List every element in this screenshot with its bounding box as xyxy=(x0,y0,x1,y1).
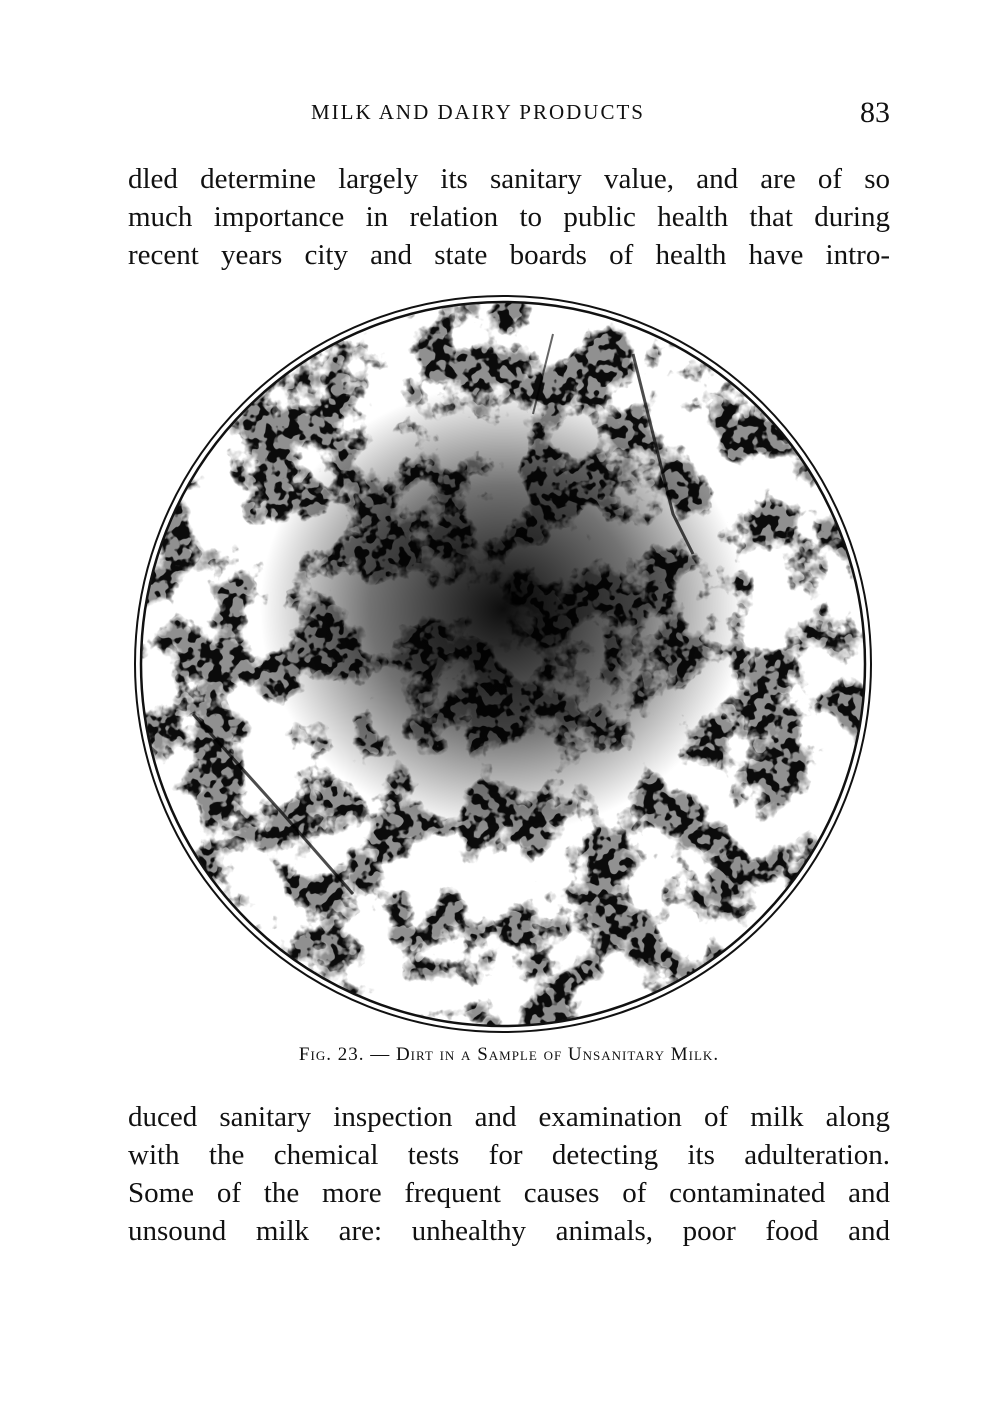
text-line: unsound milk are: unhealthy animals, poor food and xyxy=(128,1215,890,1247)
paragraph-bottom xyxy=(128,1098,890,1250)
text-line: Some of the more frequent causes of contaminated and xyxy=(128,1177,890,1209)
figure-caption: Fig. 23. — Dirt in a Sample of Unsanitary Milk. xyxy=(298,1044,720,1065)
text-line: much importance in relation to public health that during xyxy=(128,201,890,233)
paragraph-top xyxy=(128,160,890,274)
micrograph-figure xyxy=(133,294,873,1034)
micrograph-image xyxy=(133,294,873,1034)
text-line: dled determine largely its sanitary value, and are of so xyxy=(128,163,890,195)
text-line: recent years city and state boards of health have intro- xyxy=(128,239,890,271)
running-head xyxy=(128,96,890,136)
page-number: 83 xyxy=(860,96,890,129)
running-title: MILK AND DAIRY PRODUCTS xyxy=(310,100,645,124)
text-line: duced sanitary inspection and examination of milk along xyxy=(128,1101,890,1133)
text-line: with the chemical tests for detecting its adulteration. xyxy=(128,1139,890,1171)
